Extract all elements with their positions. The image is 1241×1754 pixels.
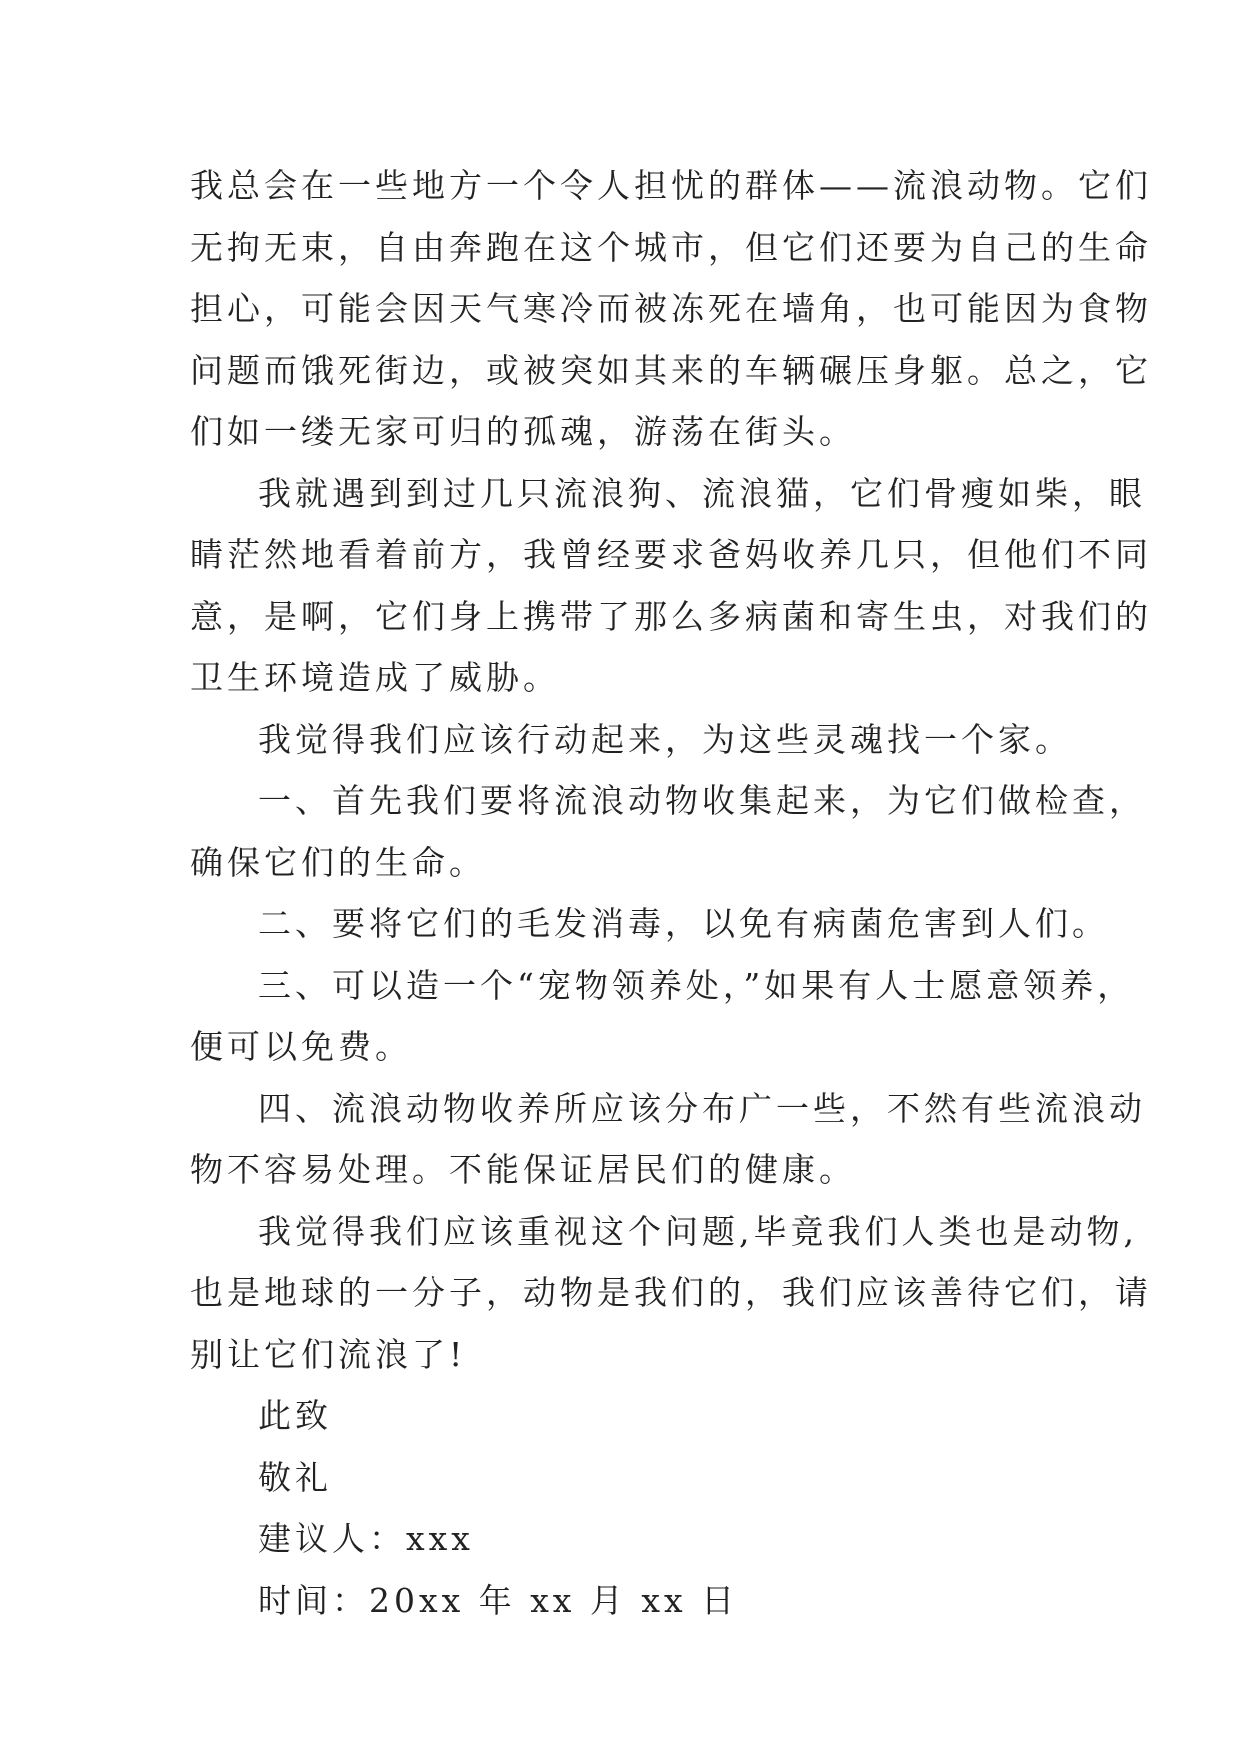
text-line: 意，是啊，它们身上携带了那么多病菌和寄生虫，对我们的: [190, 596, 1152, 636]
text-line: 一、首先我们要将流浪动物收集起来，为它们做检查，: [258, 781, 1146, 820]
text-line: 问题而饿死街边，或被突如其来的车辆碾压身躯。总之，它: [190, 350, 1152, 390]
letter-body: [190, 155, 1152, 1631]
text-line: 四、流浪动物收养所应该分布广一些，不然有些流浪动: [258, 1088, 1146, 1128]
text-line: 我觉得我们应该重视这个问题,毕竟我们人类也是动物,: [258, 1211, 1138, 1251]
text-line: 别让它们流浪了!: [190, 1334, 467, 1374]
text-line: 无拘无束，自由奔跑在这个城市，但它们还要为自己的生命: [190, 227, 1152, 267]
text-line: 我就遇到到过几只流浪狗、流浪猫，它们骨瘦如柴，眼: [258, 473, 1146, 513]
text-line: 卫生环境造成了威胁。: [190, 658, 560, 697]
text-line: 三、可以造一个“宠物领养处，”如果有人士愿意领养，: [258, 965, 1135, 1005]
text-line: 二、要将它们的毛发消毒，以免有病菌危害到人们。: [258, 904, 1109, 943]
text-line: 也是地球的一分子，动物是我们的，我们应该善待它们，请: [190, 1273, 1152, 1312]
closing-regards: 敬礼: [258, 1457, 332, 1497]
text-line: 担心，可能会因天气寒冷而被冻死在墙角，也可能因为食物: [190, 289, 1152, 328]
text-line: 确保它们的生命。: [190, 842, 486, 882]
text-line: 我觉得我们应该行动起来，为这些灵魂找一个家。: [258, 719, 1072, 759]
text-line: 便可以免费。: [190, 1027, 412, 1066]
signer-line: 建议人：xxx: [258, 1519, 474, 1558]
text-line: 物不容易处理。不能保证居民们的健康。: [190, 1150, 856, 1189]
date-line: 时间：20xx 年 xx 月 xx 日: [258, 1580, 739, 1620]
text-line: 们如一缕无家可归的孤魂，游荡在街头。: [190, 412, 856, 451]
text-line: 睛茫然地看着前方，我曾经要求爸妈收养几只，但他们不同: [190, 535, 1152, 574]
closing-salutation: 此致: [258, 1396, 332, 1435]
text-line: 我总会在一些地方一个令人担忧的群体——流浪动物。它们: [190, 166, 1152, 205]
